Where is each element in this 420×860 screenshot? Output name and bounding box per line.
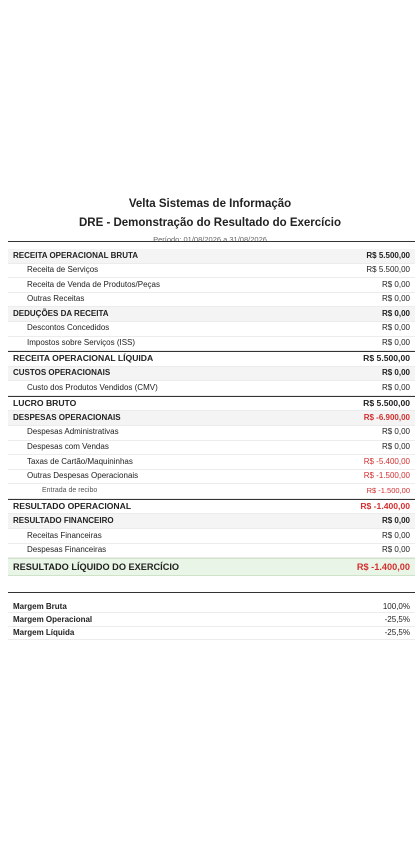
row-entrada-recibo: Entrada de recibo R$ -1.500,00: [8, 484, 415, 499]
row-resultado-operacional: RESULTADO OPERACIONAL R$ -1.400,00: [8, 499, 415, 515]
row-receita-liquida: RECEITA OPERACIONAL LÍQUIDA R$ 5.500,00: [8, 351, 415, 367]
row-despesas-adm: Despesas Administrativas R$ 0,00: [8, 426, 415, 441]
report-period: Período: 01/08/2026 a 31/08/2026: [153, 235, 267, 244]
row-receita-produtos: Receita de Venda de Produtos/Peças R$ 0,00: [8, 278, 415, 293]
report-title: DRE - Demonstração do Resultado do Exercício: [78, 217, 341, 229]
row-taxas-cartao: Taxas de Cartão/Maquininhas R$ -5.400,00: [8, 455, 415, 470]
row-outras-receitas: Outras Receitas R$ 0,00: [8, 293, 415, 308]
dre-table: [8, 241, 415, 576]
margin-liquida: Margem Líquida -25,5%: [8, 627, 415, 640]
row-despesas-vendas: Despesas com Vendas R$ 0,00: [8, 441, 415, 456]
row-deducoes: DEDUÇÕES DA RECEITA R$ 0,00: [8, 307, 415, 322]
report-header: [0, 196, 420, 245]
row-iss: Impostos sobre Serviços (ISS) R$ 0,00: [8, 337, 415, 352]
row-resultado-liquido: RESULTADO LÍQUIDO DO EXERCÍCIO R$ -1.400,00: [8, 558, 415, 576]
row-despesas-financeiras: Despesas Financeiras R$ 0,00: [8, 544, 415, 559]
row-receita-bruta: RECEITA OPERACIONAL BRUTA R$ 5.500,00: [8, 249, 415, 264]
row-resultado-financeiro: RESULTADO FINANCEIRO R$ 0,00: [8, 514, 415, 529]
margin-bruta: Margem Bruta 100,0%: [8, 600, 415, 613]
row-despesas: DESPESAS OPERACIONAIS R$ -6.900,00: [8, 411, 415, 426]
margin-operacional: Margem Operacional -25,5%: [8, 613, 415, 626]
company-name: Velta Sistemas de Informação: [128, 198, 292, 210]
row-descontos: Descontos Concedidos R$ 0,00: [8, 322, 415, 337]
row-receitas-financeiras: Receitas Financeiras R$ 0,00: [8, 529, 415, 544]
row-outras-despesas: Outras Despesas Operacionais R$ -1.500,00: [8, 470, 415, 485]
margins-table: [8, 592, 415, 640]
row-cmv: Custo dos Produtos Vendidos (CMV) R$ 0,00: [8, 381, 415, 396]
row-custos: CUSTOS OPERACIONAIS R$ 0,00: [8, 367, 415, 382]
row-lucro-bruto: LUCRO BRUTO R$ 5.500,00: [8, 396, 415, 412]
row-receita-servicos: Receita de Serviços R$ 5.500,00: [8, 264, 415, 279]
